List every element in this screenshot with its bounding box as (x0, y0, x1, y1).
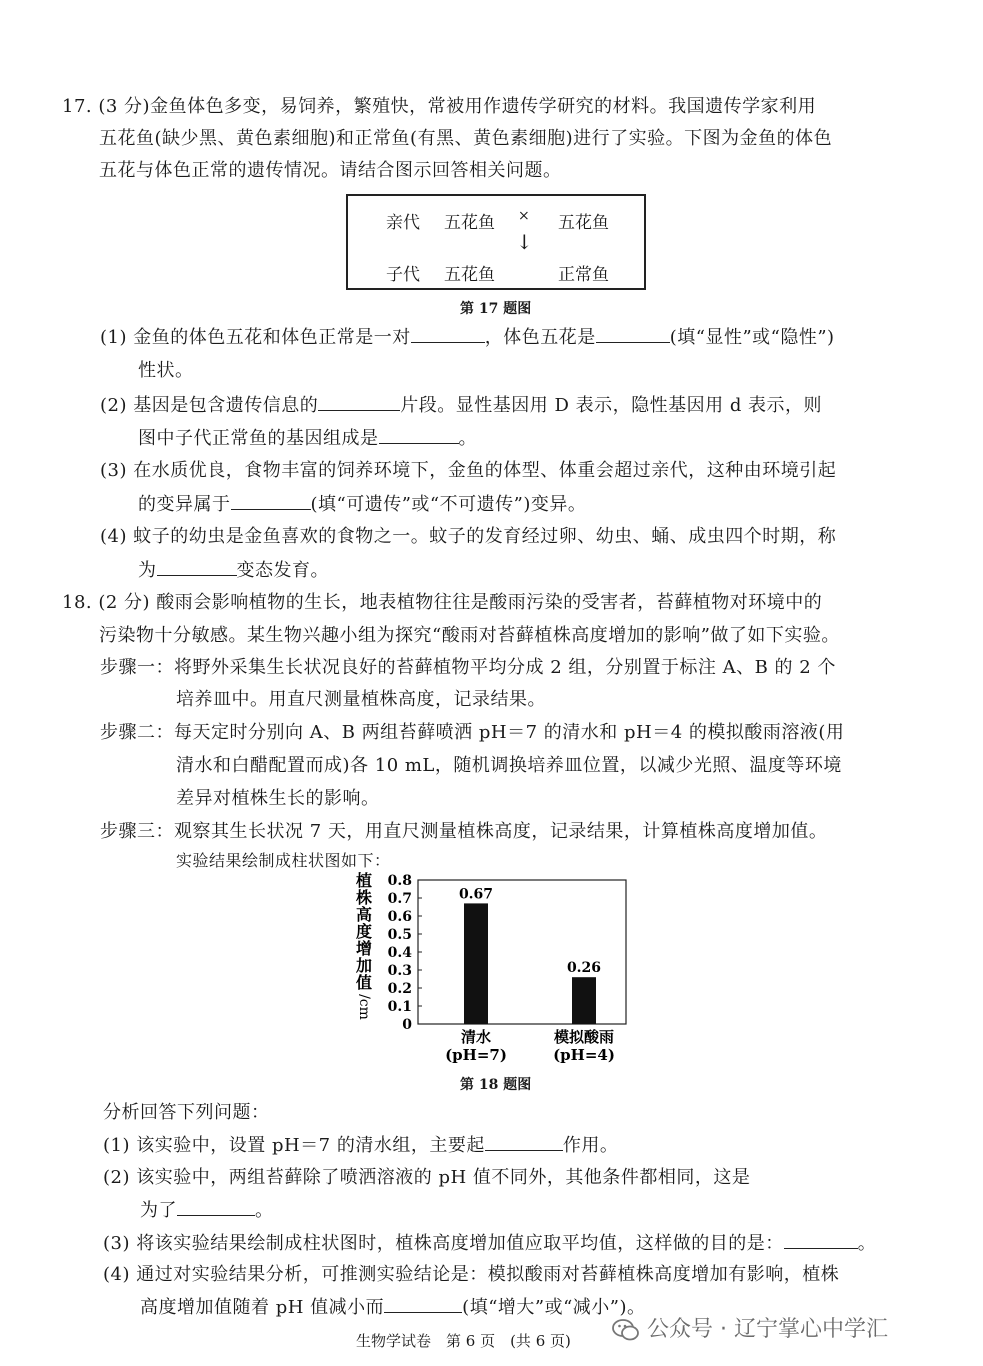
page-footer: 生物学试卷 第 6 页 (共 6 页) (356, 1332, 571, 1350)
q17-sub3-text-b: 的变异属于 (138, 494, 231, 515)
child-generation-label: 子代 (386, 265, 420, 285)
bar-chart (340, 868, 650, 1068)
bars (459, 886, 601, 1024)
wechat-icon (612, 1318, 640, 1342)
q17-sub3-text-c: (填“可遗传”或“不可遗传”)变异。 (310, 494, 587, 515)
bar-chart-svg (340, 868, 650, 1068)
q18-sub3-text-b: 。 (857, 1233, 877, 1254)
q17-sub4-line-2 (138, 559, 329, 582)
y-tick-label: 0.1 (387, 999, 412, 1015)
q18-sub4-text-b: 高度增加值随着 pH 值减小而 (140, 1297, 385, 1318)
q18-step-1: 步骤一：将野外采集生长状况良好的苔藓植物平均分成 2 组，分别置于标注 A、B 的 2 个 (100, 657, 836, 678)
q18-sub2-line-2 (140, 1199, 274, 1222)
q17-sub1-text-c: (填“显性”或“隐性”) (669, 327, 835, 348)
x-category-label: (pH=4) (553, 1046, 615, 1064)
ylabel-char: 株 (355, 888, 373, 907)
x-category-label: 模拟酸雨 (553, 1028, 615, 1046)
q18-analysis-title: 分析回答下列问题： (103, 1102, 270, 1123)
ylabel-char: 增 (355, 939, 373, 958)
q18-figure-caption: 第 18 题图 (460, 1077, 532, 1093)
ylabel-char: 值 (355, 973, 373, 992)
answer-blank (318, 394, 400, 411)
q17-sub1-line (100, 326, 835, 349)
q18-sub3-text-a: (3) 将该实验结果绘制成柱状图时，植株高度增加值应取平均值，这样做的目的是： (103, 1233, 784, 1254)
q18-step-2-cont: 清水和白醋配置而成)各 10 mL，随机调换培养皿位置，以减少光照、温度等环境 (176, 755, 842, 776)
q17-sub4-line: (4) 蚊子的幼虫是金鱼喜欢的食物之一。蚊子的发育经过卵、幼虫、蛹、成虫四个时期，称 (100, 526, 837, 547)
q17-line-1: 17. (3 分)金鱼体色多变，易饲养，繁殖快，常被用作遗传学研究的材料。我国遗传学家利用 (62, 96, 817, 117)
q17-sub2-line-2 (138, 427, 477, 450)
down-arrow-icon: ↓ (516, 230, 533, 254)
answer-blank (596, 326, 670, 343)
y-tick-label: 0.4 (387, 945, 412, 961)
q18-sub2-text-b: 为了 (140, 1200, 177, 1221)
answer-blank (384, 1296, 462, 1313)
answer-blank (379, 427, 459, 444)
parent-generation-label: 亲代 (386, 213, 420, 233)
q18-sub4-line-2 (140, 1296, 646, 1319)
answer-blank (177, 1199, 255, 1216)
q18-step-2-cont-2: 差异对植株生长的影响。 (176, 788, 380, 809)
cross-symbol: × (518, 208, 530, 224)
watermark-text: 公众号 · 辽宁掌心中学汇 (647, 1317, 888, 1342)
child-right-fish: 正常鱼 (558, 265, 609, 285)
y-tick-label: 0 (402, 1017, 412, 1033)
q17-sub1-text-b: ，体色五花是 (484, 327, 596, 348)
q17-figure-caption: 第 17 题图 (460, 301, 532, 317)
q17-line-2: 五花鱼(缺少黑、黄色素细胞)和正常鱼(有黑、黄色素细胞)进行了实验。下图为金鱼的体色 (99, 128, 833, 149)
q17-sub2-text-a: (2) 基因是包含遗传信息的 (100, 395, 319, 416)
q18-line-1: 18. (2 分) 酸雨会影响植物的生长，地表植物往往是酸雨污染的受害者，苔藓植物对环境中的 (62, 592, 823, 613)
q17-sub1-text-a: (1) 金鱼的体色五花和体色正常是一对 (100, 327, 411, 348)
q18-sub4-line: (4) 通过对实验结果分析，可推测实验结论是：模拟酸雨对苔藓植株高度增加有影响，植株 (103, 1264, 840, 1285)
y-tick-label: 0.8 (387, 873, 412, 889)
bar (464, 903, 488, 1024)
answer-blank (485, 1134, 563, 1151)
q18-sub2-text-c: 。 (255, 1200, 274, 1221)
answer-blank (411, 326, 485, 343)
q18-sub1-text-a: (1) 该实验中，设置 pH＝7 的清水组，主要起 (103, 1135, 485, 1156)
q17-sub2-line (100, 394, 822, 417)
bar-value-label: 0.67 (458, 886, 494, 903)
y-tick-label: 0.7 (387, 891, 412, 907)
ylabel-char: 加 (355, 956, 373, 975)
ylabel-char: 植 (355, 871, 373, 890)
q17-sub4-text-b: 为 (138, 560, 157, 581)
q18-sub2-line: (2) 该实验中，两组苔藓除了喷洒溶液的 pH 值不同外，其他条件都相同，这是 (103, 1167, 751, 1188)
q17-sub3-line-2 (138, 493, 586, 516)
answer-blank (231, 493, 311, 510)
q17-line-3: 五花与体色正常的遗传情况。请结合图示回答相关问题。 (99, 160, 562, 181)
q18-step-2: 步骤二：每天定时分别向 A、B 两组苔藓喷洒 pH＝7 的清水和 pH＝4 的模拟酸雨溶液(用 (100, 722, 845, 743)
q18-sub3-line (103, 1232, 876, 1255)
q18-step-3: 步骤三：观察其生长状况 7 天，用直尺测量植株高度，记录结果，计算植株高度增加值。 (100, 821, 828, 842)
parent-right-fish: 五花鱼 (558, 213, 609, 233)
y-tick-label: 0.5 (387, 927, 412, 943)
y-tick-label: 0.3 (387, 963, 412, 979)
q17-sub2-text-c: 图中子代正常鱼的基因组成是 (138, 428, 379, 449)
q18-line-2: 污染物十分敏感。某生物兴趣小组为探究“酸雨对苔藓植株高度增加的影响”做了如下实验。 (99, 625, 840, 646)
y-tick-label: 0.6 (387, 909, 412, 925)
q18-step-1-cont: 培养皿中。用直尺测量植株高度，记录结果。 (176, 689, 546, 710)
q17-sub2-text-d: 。 (458, 428, 477, 449)
ylabel-char: 高 (355, 905, 373, 924)
q18-chart-intro: 实验结果绘制成柱状图如下： (176, 851, 391, 870)
x-category-label: 清水 (460, 1028, 492, 1046)
x-axis-categories (445, 1028, 615, 1064)
y-axis-ticks (388, 873, 422, 1033)
bar-value-label: 0.26 (566, 960, 602, 977)
ylabel-char: 度 (355, 922, 373, 941)
parent-left-fish: 五花鱼 (444, 213, 495, 233)
answer-blank (784, 1232, 858, 1249)
q18-sub1-text-b: 作用。 (562, 1135, 619, 1156)
q18-sub4-text-c: (填“增大”或“减小”)。 (462, 1297, 646, 1318)
child-left-fish: 五花鱼 (444, 265, 495, 285)
q18-sub1-line (103, 1134, 618, 1157)
x-category-label: (pH=7) (445, 1046, 507, 1064)
q17-sub3-line: (3) 在水质优良，食物丰富的饲养环境下，金鱼的体型、体重会超过亲代，这种由环境引起 (100, 460, 837, 481)
q17-sub1-line-2: 性状。 (138, 360, 194, 381)
y-axis-label (356, 871, 372, 1020)
ylabel-unit: /cm (356, 994, 372, 1020)
y-tick-label: 0.2 (387, 981, 412, 997)
answer-blank (157, 559, 237, 576)
q17-sub4-text-c: 变态发育。 (236, 560, 329, 581)
inheritance-diagram (346, 194, 646, 290)
wechat-watermark (612, 1312, 972, 1352)
q17-sub2-text-b: 片段。显性基因用 D 表示，隐性基因用 d 表示，则 (400, 395, 823, 416)
bar (572, 977, 596, 1024)
